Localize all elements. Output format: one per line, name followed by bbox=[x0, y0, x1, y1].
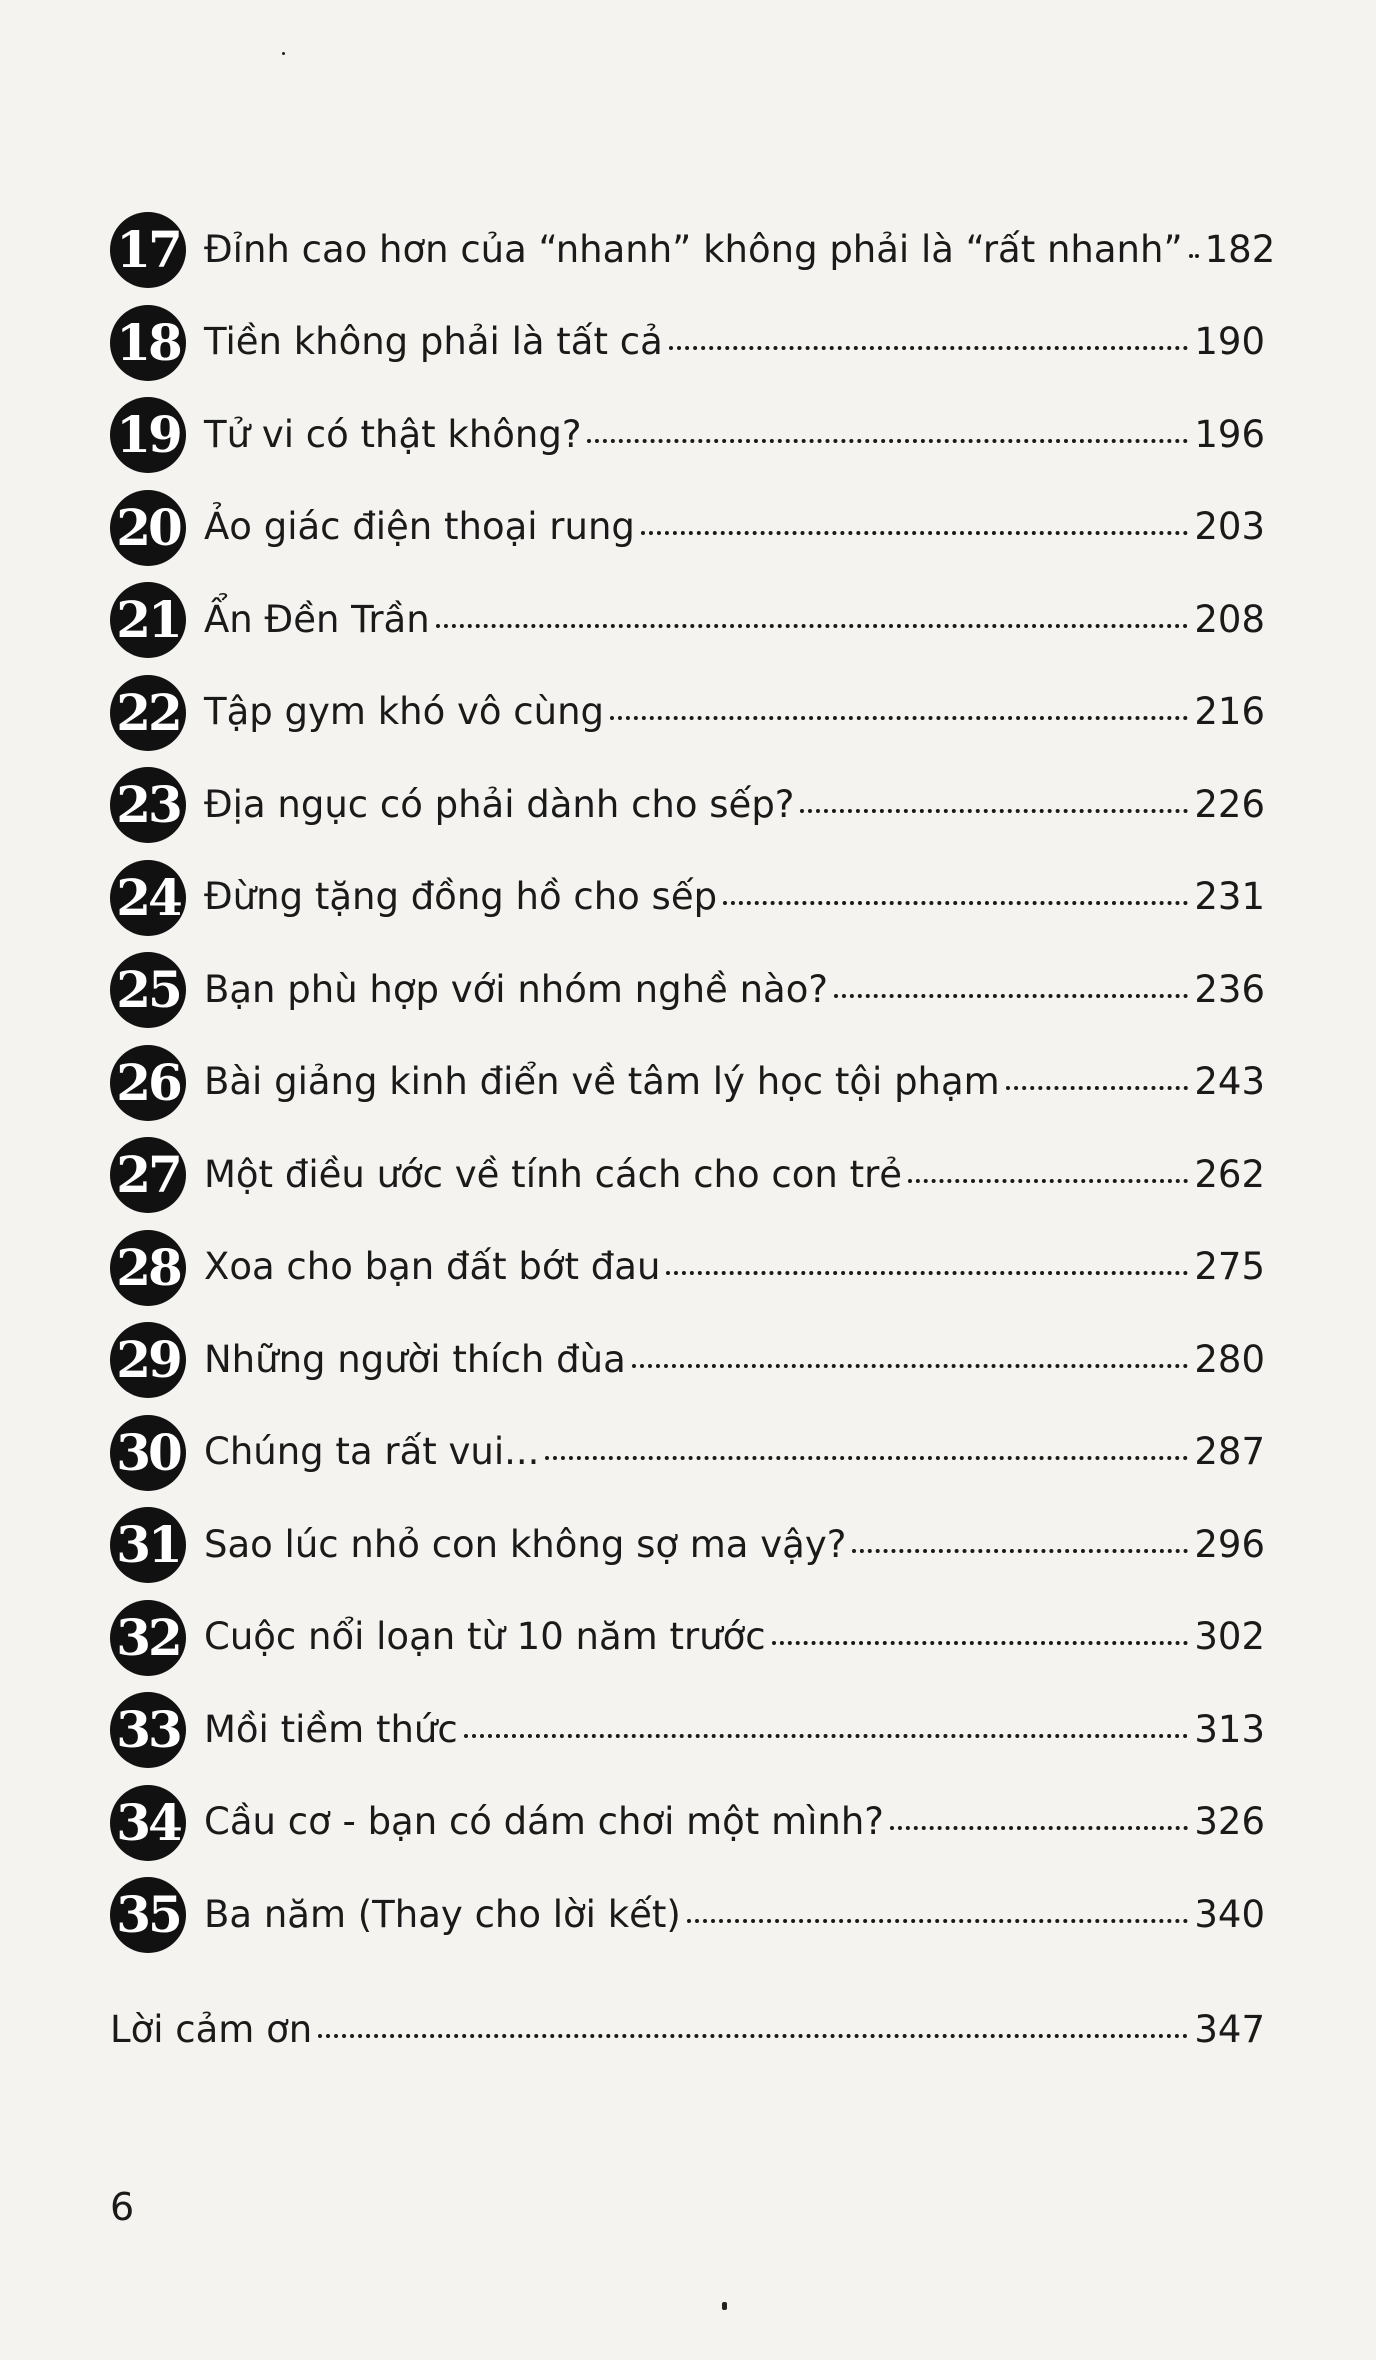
page-ref: 243 bbox=[1194, 1060, 1265, 1104]
chapter-number-badge: 21 bbox=[110, 582, 186, 658]
dot-leader bbox=[669, 346, 1189, 350]
chapter-number-badge: 31 bbox=[110, 1507, 186, 1583]
chapter-title: Bạn phù hợp với nhóm nghề nào? bbox=[204, 967, 828, 1011]
page-ref: 231 bbox=[1194, 875, 1265, 919]
chapter-number-badge: 27 bbox=[110, 1137, 186, 1213]
chapter-number-badge: 18 bbox=[110, 305, 186, 381]
dot-leader bbox=[800, 809, 1188, 813]
dot-leader bbox=[852, 1549, 1188, 1553]
chapter-number-badge: 20 bbox=[110, 490, 186, 566]
chapter-title: Tiền không phải là tất cả bbox=[204, 320, 663, 364]
dot-leader bbox=[666, 1271, 1188, 1275]
chapter-title: Tập gym khó vô cùng bbox=[204, 690, 605, 734]
chapter-number-badge: 24 bbox=[110, 860, 186, 936]
dot-leader bbox=[464, 1734, 1189, 1738]
chapter-title: Cầu cơ - bạn có dám chơi một mình? bbox=[204, 1800, 884, 1844]
chapter-title: Một điều ước về tính cách cho con trẻ bbox=[204, 1152, 903, 1196]
chapter-title: Những người thích đùa bbox=[204, 1337, 626, 1381]
dot-leader bbox=[834, 994, 1188, 998]
dot-leader bbox=[908, 1179, 1188, 1183]
page-ref: 287 bbox=[1194, 1430, 1265, 1474]
chapter-title: Cuộc nổi loạn từ 10 năm trước bbox=[204, 1615, 766, 1659]
toc-entry-25 bbox=[110, 950, 1265, 1030]
toc-entry-34 bbox=[110, 1783, 1265, 1863]
toc-entry-23 bbox=[110, 765, 1265, 845]
chapter-number-badge: 25 bbox=[110, 952, 186, 1028]
page-ref: 262 bbox=[1194, 1152, 1265, 1196]
toc-entry-acknowledgement bbox=[110, 1990, 1265, 2070]
dot-leader bbox=[1189, 254, 1199, 258]
page-ref: 347 bbox=[1194, 2007, 1265, 2051]
toc-entry-21 bbox=[110, 580, 1265, 660]
print-speck bbox=[282, 52, 285, 55]
chapter-number-badge: 19 bbox=[110, 397, 186, 473]
chapter-number-badge: 32 bbox=[110, 1600, 186, 1676]
toc-entry-29 bbox=[110, 1320, 1265, 1400]
toc-entry-19 bbox=[110, 395, 1265, 475]
chapter-number-badge: 34 bbox=[110, 1785, 186, 1861]
page-number: 6 bbox=[110, 2185, 135, 2229]
chapter-number-badge: 23 bbox=[110, 767, 186, 843]
chapter-title: Đỉnh cao hơn của “nhanh” không phải là “rất nhanh” bbox=[204, 227, 1183, 271]
chapter-title: Đừng tặng đồng hồ cho sếp bbox=[204, 875, 718, 919]
page-ref: 275 bbox=[1194, 1245, 1265, 1289]
page-ref: 280 bbox=[1194, 1337, 1265, 1381]
toc-entry-22 bbox=[110, 673, 1265, 753]
dot-leader bbox=[641, 531, 1188, 535]
page-ref: 203 bbox=[1194, 505, 1265, 549]
toc-entry-35 bbox=[110, 1875, 1265, 1955]
page-ref: 296 bbox=[1194, 1522, 1265, 1566]
page-ref: 208 bbox=[1194, 597, 1265, 641]
toc-entry-18 bbox=[110, 303, 1265, 383]
page-ref: 302 bbox=[1194, 1615, 1265, 1659]
dot-leader bbox=[687, 1919, 1189, 1923]
chapter-title: Mồi tiềm thức bbox=[204, 1707, 458, 1751]
dot-leader bbox=[587, 439, 1188, 443]
chapter-title: Địa ngục có phải dành cho sếp? bbox=[204, 782, 795, 826]
page-ref: 196 bbox=[1194, 412, 1265, 456]
chapter-number-badge: 17 bbox=[110, 212, 186, 288]
chapter-title: Ba năm (Thay cho lời kết) bbox=[204, 1892, 681, 1936]
chapter-number-badge: 30 bbox=[110, 1415, 186, 1491]
chapter-title: Bài giảng kinh điển về tâm lý học tội phạm bbox=[204, 1060, 1000, 1104]
page-ref: 182 bbox=[1204, 227, 1276, 271]
toc-entry-32 bbox=[110, 1598, 1265, 1678]
chapter-title: Sao lúc nhỏ con không sợ ma vậy? bbox=[204, 1522, 847, 1566]
toc-entry-26 bbox=[110, 1043, 1265, 1123]
chapter-number-badge: 28 bbox=[110, 1230, 186, 1306]
chapter-title: Chúng ta rất vui... bbox=[204, 1430, 540, 1474]
dot-leader bbox=[890, 1826, 1188, 1830]
dot-leader bbox=[545, 1456, 1188, 1460]
chapter-number-badge: 26 bbox=[110, 1045, 186, 1121]
page-ref: 326 bbox=[1194, 1800, 1265, 1844]
chapter-title: Tử vi có thật không? bbox=[204, 412, 582, 456]
print-speck bbox=[722, 2302, 727, 2310]
dot-leader bbox=[1006, 1086, 1189, 1090]
chapter-number-badge: 35 bbox=[110, 1877, 186, 1953]
chapter-title: Xoa cho bạn đất bớt đau bbox=[204, 1245, 661, 1289]
toc-entry-20 bbox=[110, 488, 1265, 568]
toc-entry-27 bbox=[110, 1135, 1265, 1215]
page-ref: 190 bbox=[1194, 320, 1265, 364]
page-ref: 216 bbox=[1194, 690, 1265, 734]
chapter-title: Lời cảm ơn bbox=[110, 2007, 313, 2051]
toc-entry-33 bbox=[110, 1690, 1265, 1770]
page-ref: 340 bbox=[1194, 1892, 1265, 1936]
toc-entry-24 bbox=[110, 858, 1265, 938]
dot-leader bbox=[772, 1641, 1189, 1645]
chapter-title: Ẩn Đền Trần bbox=[204, 597, 430, 641]
dot-leader bbox=[723, 901, 1188, 905]
chapter-number-badge: 22 bbox=[110, 675, 186, 751]
dot-leader bbox=[610, 716, 1188, 720]
toc-entry-28 bbox=[110, 1228, 1265, 1308]
toc-entry-30 bbox=[110, 1413, 1265, 1493]
dot-leader bbox=[436, 624, 1189, 628]
page-ref: 226 bbox=[1194, 782, 1265, 826]
toc-entry-31 bbox=[110, 1505, 1265, 1585]
page-ref: 236 bbox=[1194, 967, 1265, 1011]
chapter-number-badge: 29 bbox=[110, 1322, 186, 1398]
toc-entry-17 bbox=[110, 210, 1276, 290]
chapter-number-badge: 33 bbox=[110, 1692, 186, 1768]
page-ref: 313 bbox=[1194, 1707, 1265, 1751]
chapter-title: Ảo giác điện thoại rung bbox=[204, 505, 635, 549]
dot-leader bbox=[318, 2034, 1188, 2038]
dot-leader bbox=[632, 1364, 1189, 1368]
